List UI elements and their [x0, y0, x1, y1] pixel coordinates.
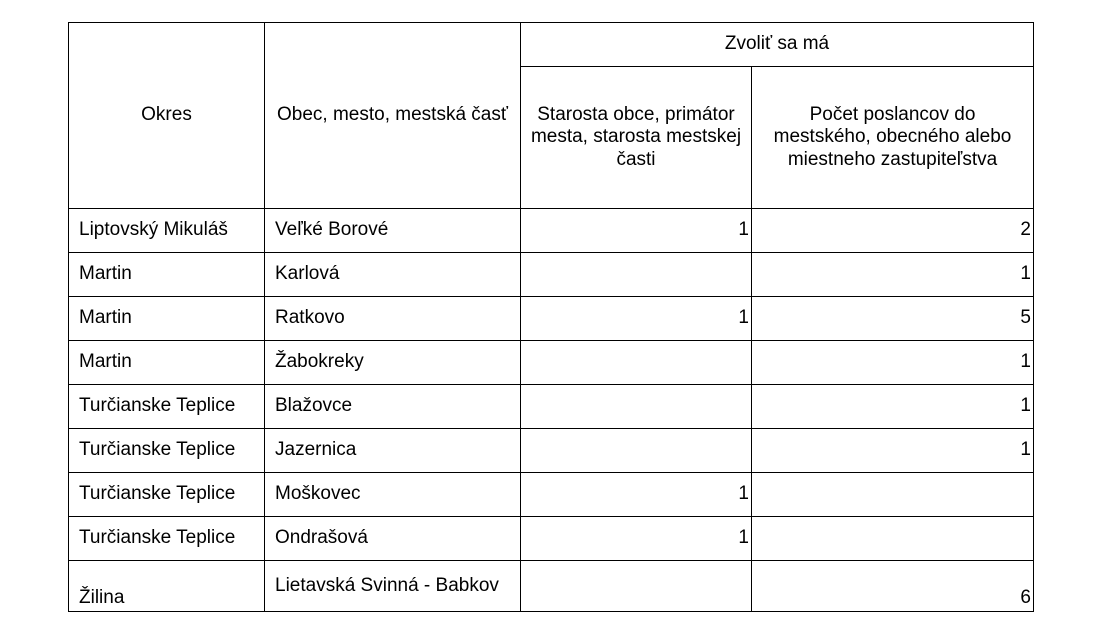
cell-starosta[interactable] [521, 253, 752, 297]
cell-obec[interactable]: Ratkovo [265, 297, 521, 341]
cell-poslanci[interactable]: 5 [752, 297, 1034, 341]
header-okres[interactable]: Okres [69, 23, 265, 209]
table-row [69, 209, 1034, 253]
cell-okres[interactable]: Martin [69, 253, 265, 297]
cell-obec[interactable]: Ondrašová [265, 517, 521, 561]
table-row [69, 429, 1034, 473]
cell-starosta[interactable]: 1 [521, 297, 752, 341]
table-row [69, 297, 1034, 341]
cell-obec[interactable]: Karlová [265, 253, 521, 297]
cell-starosta[interactable]: 1 [521, 473, 752, 517]
cell-obec[interactable]: Blažovce [265, 385, 521, 429]
cell-okres[interactable]: Martin [69, 341, 265, 385]
cell-obec[interactable]: Žabokreky [265, 341, 521, 385]
header-poslanci[interactable]: Počet poslancov do mestského, obecného alebo miestneho zastupiteľstva [752, 67, 1034, 209]
cell-okres[interactable]: Turčianske Teplice [69, 429, 265, 473]
cell-poslanci[interactable]: 1 [752, 429, 1034, 473]
cell-starosta[interactable] [521, 429, 752, 473]
cell-poslanci[interactable]: 1 [752, 341, 1034, 385]
table-row [69, 561, 1034, 612]
elections-table [68, 22, 1034, 612]
table-row [69, 517, 1034, 561]
header-row-1 [69, 23, 1034, 67]
cell-okres[interactable]: Martin [69, 297, 265, 341]
cell-okres[interactable]: Žilina [69, 561, 265, 612]
cell-poslanci[interactable] [752, 473, 1034, 517]
cell-okres[interactable]: Turčianske Teplice [69, 385, 265, 429]
cell-okres[interactable]: Turčianske Teplice [69, 517, 265, 561]
cell-poslanci[interactable] [752, 517, 1034, 561]
cell-starosta[interactable]: 1 [521, 517, 752, 561]
cell-obec[interactable]: Moškovec [265, 473, 521, 517]
cell-poslanci[interactable]: 1 [752, 253, 1034, 297]
cell-okres[interactable]: Liptovský Mikuláš [69, 209, 265, 253]
cell-starosta[interactable] [521, 561, 752, 612]
cell-poslanci[interactable]: 6 [752, 561, 1034, 612]
cell-obec[interactable]: Jazernica [265, 429, 521, 473]
cell-starosta[interactable] [521, 341, 752, 385]
table-row [69, 341, 1034, 385]
cell-poslanci[interactable]: 2 [752, 209, 1034, 253]
header-group-zvolit[interactable]: Zvoliť sa má [521, 23, 1034, 67]
cell-poslanci[interactable]: 1 [752, 385, 1034, 429]
table-row [69, 253, 1034, 297]
cell-obec[interactable]: Lietavská Svinná - Babkov [265, 561, 521, 612]
cell-starosta[interactable]: 1 [521, 209, 752, 253]
table-row [69, 473, 1034, 517]
table-body [69, 209, 1034, 612]
header-starosta[interactable]: Starosta obce, primátor mesta, starosta mestskej časti [521, 67, 752, 209]
table-row [69, 385, 1034, 429]
cell-obec[interactable]: Veľké Borové [265, 209, 521, 253]
cell-okres[interactable]: Turčianske Teplice [69, 473, 265, 517]
header-obec[interactable]: Obec, mesto, mestská časť [265, 23, 521, 209]
cell-starosta[interactable] [521, 385, 752, 429]
